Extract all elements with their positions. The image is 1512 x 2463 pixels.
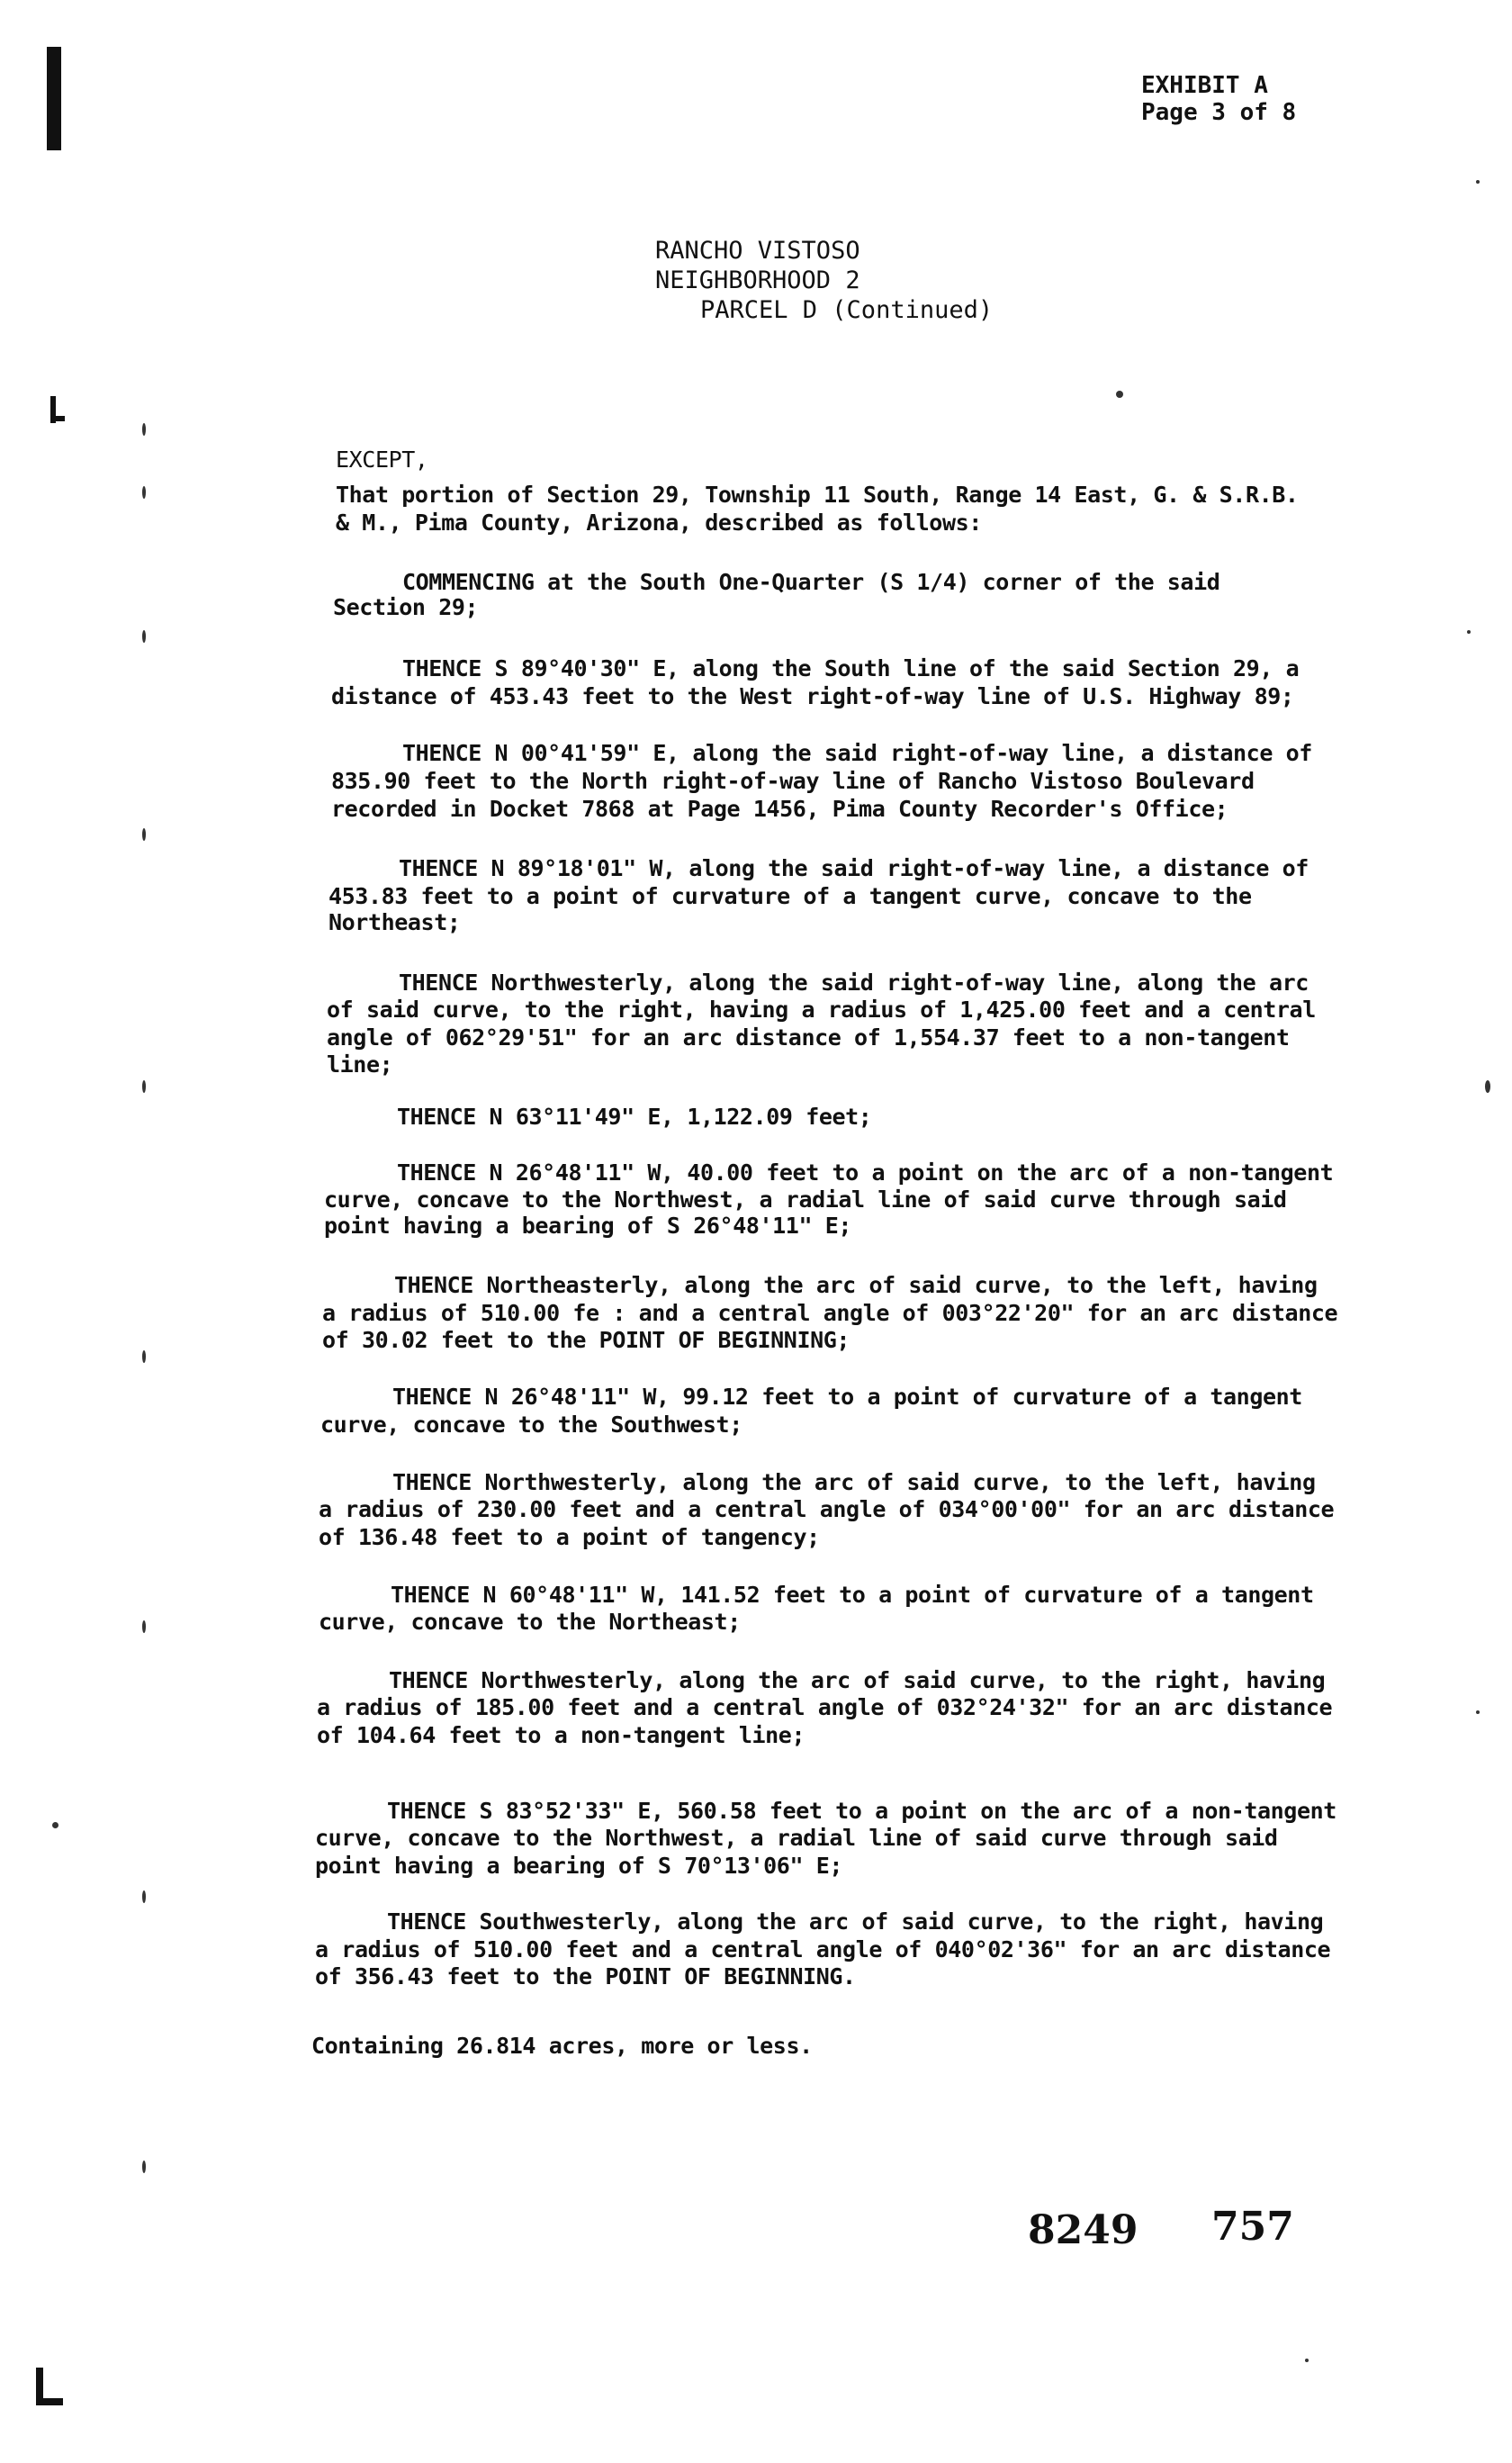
paragraph-line: THENCE N 26°48'11" W, 40.00 feet to a point on the arc of a non-tangent: [397, 1159, 1334, 1186]
paragraph-line: curve, concave to the Northeast;: [319, 1609, 741, 1635]
docket-page-number: 757: [1211, 2204, 1294, 2250]
paragraph-line: THENCE S 83°52'33" E, 560.58 feet to a point on the arc of a non-tangent: [387, 1798, 1336, 1824]
paragraph-line: Northeast;: [328, 909, 461, 935]
intro-line: & M., Pima County, Arizona, described as follows:: [336, 510, 982, 536]
paragraph-line: of 104.64 feet to a non-tangent line;: [317, 1722, 806, 1748]
title-line-1: RANCHO VISTOSO: [655, 237, 860, 265]
title-line-3: PARCEL D (Continued): [700, 296, 994, 324]
paragraph-line: a radius of 230.00 feet and a central angle of 034°00'00" for an arc distance: [319, 1496, 1335, 1522]
paragraph-line: THENCE S 89°40'30" E, along the South line of the said Section 29, a: [402, 655, 1300, 681]
paragraph-line: 835.90 feet to the North right-of-way line of Rancho Vistoso Boulevard: [331, 768, 1255, 794]
paragraph-line: point having a bearing of S 70°13'06" E;: [315, 1853, 843, 1879]
paragraph-line: THENCE Northwesterly, along the arc of said curve, to the left, having: [392, 1469, 1316, 1495]
paragraph-line: distance of 453.43 feet to the West right-of-way line of U.S. Highway 89;: [331, 683, 1294, 709]
paragraph-line: curve, concave to the Southwest;: [320, 1412, 742, 1438]
paragraph-line: a radius of 185.00 feet and a central angle of 032°24'32" for an arc distance: [317, 1694, 1333, 1720]
paragraph-line: THENCE N 00°41'59" E, along the said right-of-way line, a distance of: [402, 740, 1312, 766]
paragraph-line: of 356.43 feet to the POINT OF BEGINNING.: [315, 1963, 856, 1989]
paragraph-line: curve, concave to the Northwest, a radial line of said curve through said: [315, 1825, 1278, 1851]
paragraph-line: angle of 062°29'51" for an arc distance of 1,554.37 feet to a non-tangent: [327, 1024, 1290, 1051]
paragraph-line: THENCE N 63°11'49" E, 1,122.09 feet;: [397, 1104, 872, 1130]
paragraph-line: line;: [327, 1051, 393, 1078]
paragraph-line: of said curve, to the right, having a radius of 1,425.00 feet and a central: [327, 997, 1316, 1023]
title-line-2: NEIGHBORHOOD 2: [655, 266, 860, 294]
paragraph-line: THENCE Northwesterly, along the arc of said curve, to the right, having: [389, 1667, 1326, 1693]
paragraph-line: point having a bearing of S 26°48'11" E;: [324, 1213, 852, 1239]
paragraph-line: THENCE Northeasterly, along the arc of said curve, to the left, having: [394, 1272, 1318, 1298]
paragraph-line: THENCE Southwesterly, along the arc of said curve, to the right, having: [387, 1908, 1324, 1935]
paragraph-line: COMMENCING at the South One-Quarter (S 1/4) corner of the said: [402, 569, 1220, 595]
page-number: Page 3 of 8: [1141, 99, 1297, 126]
paragraph-line: a radius of 510.00 feet and a central angle of 040°02'36" for an arc distance: [315, 1936, 1331, 1962]
docket-book-number: 8249: [1028, 2207, 1138, 2253]
paragraph-line: 453.83 feet to a point of curvature of a tangent curve, concave to the: [328, 883, 1252, 909]
paragraph-line: of 30.02 feet to the POINT OF BEGINNING;: [322, 1327, 850, 1353]
paragraph-line: of 136.48 feet to a point of tangency;: [319, 1524, 820, 1550]
paragraph-line: recorded in Docket 7868 at Page 1456, Pima County Recorder's Office;: [331, 796, 1228, 822]
paragraph-line: Section 29;: [333, 594, 479, 620]
paragraph-line: a radius of 510.00 fe : and a central angle of 003°22'20" for an arc distance: [322, 1300, 1338, 1326]
paragraph-line: THENCE N 26°48'11" W, 99.12 feet to a point of curvature of a tangent: [392, 1384, 1302, 1410]
exhibit-label: EXHIBIT A: [1141, 72, 1268, 99]
acreage-statement: Containing 26.814 acres, more or less.: [311, 2033, 813, 2059]
paragraph-line: THENCE N 60°48'11" W, 141.52 feet to a point of curvature of a tangent: [391, 1582, 1314, 1608]
except-heading: EXCEPT,: [336, 447, 428, 473]
paragraph-line: THENCE Northwesterly, along the said right-of-way line, along the arc: [399, 970, 1309, 996]
paragraph-line: THENCE N 89°18'01" W, along the said right-of-way line, a distance of: [399, 855, 1309, 881]
intro-line: That portion of Section 29, Township 11 South, Range 14 East, G. & S.R.B.: [336, 482, 1299, 508]
paragraph-line: curve, concave to the Northwest, a radial line of said curve through said: [324, 1186, 1287, 1213]
